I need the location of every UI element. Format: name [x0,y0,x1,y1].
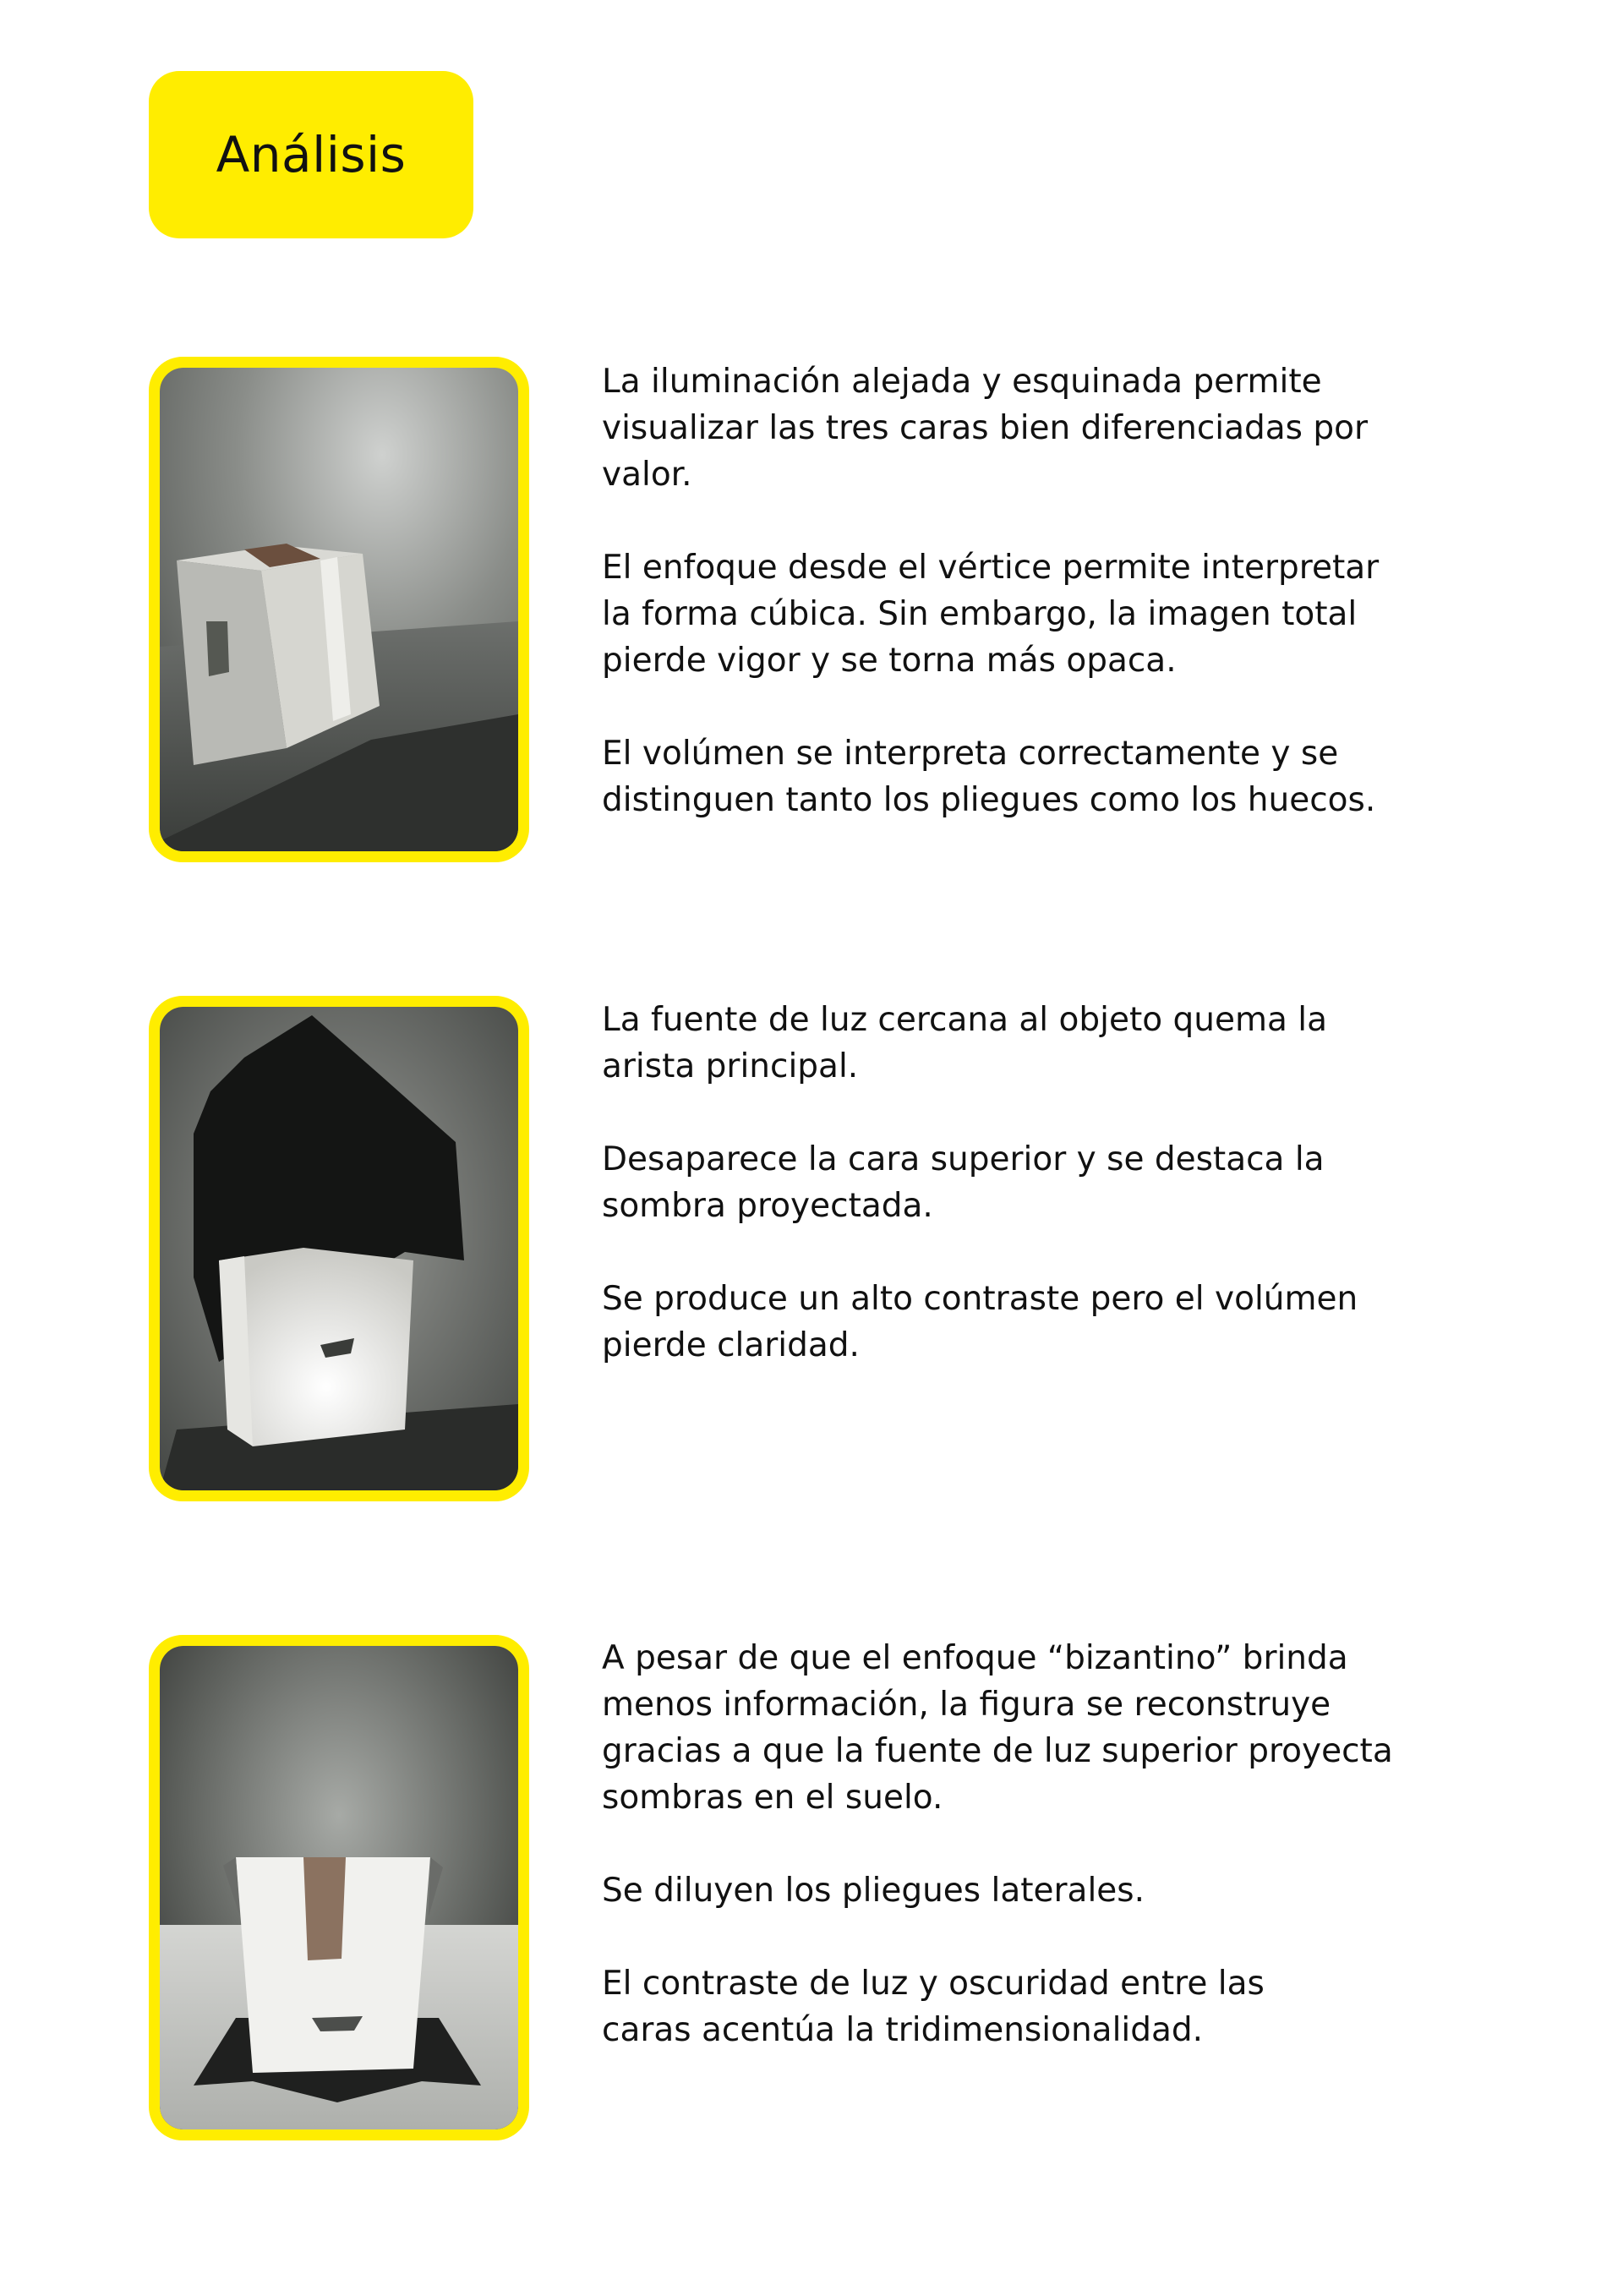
photo-frame-3 [149,1635,529,2140]
paragraph: La fuente de luz cercana al objeto quema la arista principal. [602,1001,1328,1085]
paragraph: El volúmen se interpreta correctamente y se distinguen tanto los pliegues como los huecos. [602,735,1376,819]
cube-photo-corner-light [160,368,518,851]
page-title: Análisis [216,126,407,183]
paragraph: La iluminación alejada y esquinada permite visualizar las tres caras bien diferenciadas por valor. [602,363,1369,494]
text-block-3 [602,1635,1464,2053]
paragraph: A pesar de que el enfoque “bizantino” brinda menos información, la figura se reconstruye gracias a que la fuente de luz superior proyecta sombras en el suelo. [602,1639,1393,1817]
paragraph: El contraste de luz y oscuridad entre las caras acentúa la tridimensionalidad. [602,1965,1265,2049]
text-block-1 [602,358,1464,823]
paragraph: El enfoque desde el vértice permite interpretar la forma cúbica. Sin embargo, la imagen total pierde vigor y se torna más opaca. [602,549,1380,680]
photo-frame-1 [149,357,529,862]
title-badge [149,71,473,238]
paragraph: Desaparece la cara superior y se destaca la sombra proyectada. [602,1140,1325,1225]
paragraph: Se produce un alto contraste pero el volúmen pierde claridad. [602,1280,1358,1364]
cube-photo-close-light [160,1007,518,1490]
paragraph: Se diluyen los pliegues laterales. [602,1872,1145,1910]
photo-frame-2 [149,996,529,1501]
cube-photo-top-light [160,1646,518,2129]
text-block-2 [602,997,1464,1369]
